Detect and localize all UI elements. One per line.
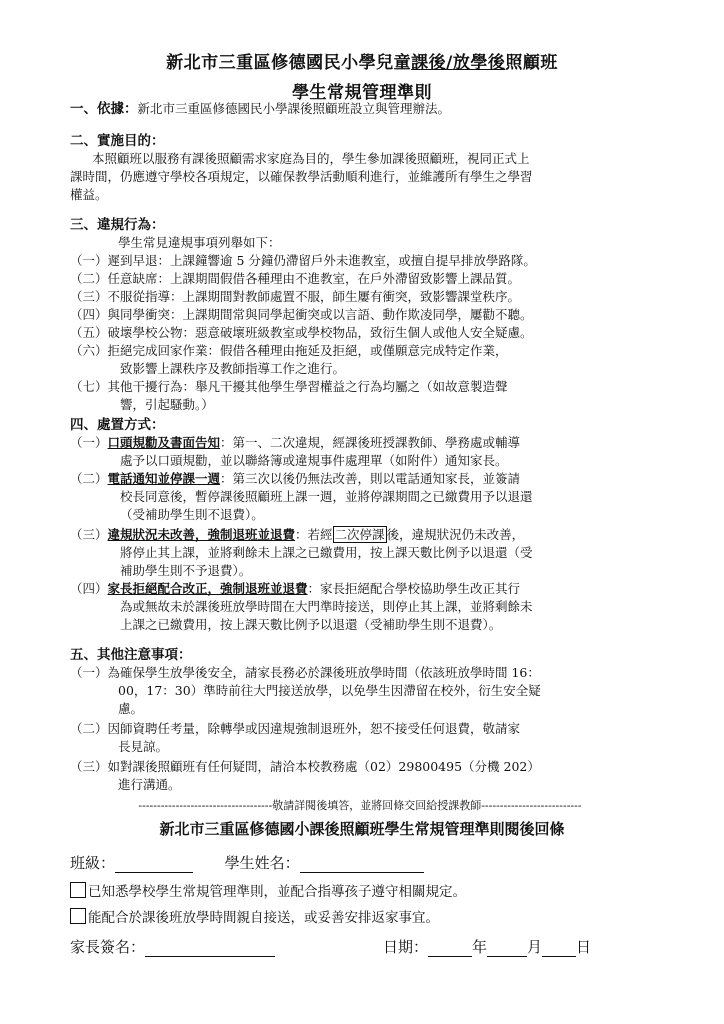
section-handling-heading: 四、處置方式： — [70, 417, 165, 433]
document-title: 新北市三重區修德國民小學兒童課後/放學後照顧班 — [166, 53, 558, 73]
cut-line: ------------------------------------敬請詳閱後填答，並將回條交回給授課教師--------------------------- — [138, 799, 582, 812]
handling-item-continued: 補助學生則不予退費）。 — [120, 563, 252, 578]
note-item-continued: 00，17：30）準時前往大門接送放學，以免學生因滯留在校外，衍生安全疑 — [118, 683, 541, 698]
handling-item-4: （四）家長拒絕配合改正，強制退班並退費：家長拒絕配合學校協助學生改正其行 — [70, 581, 521, 596]
year-field[interactable] — [428, 940, 472, 957]
handling-item-continued: 上課之已繳費用，按上課天數比例予以退還（受補助學生則不退費）。 — [120, 617, 502, 632]
title-underlined-after-dismissal: 放學後 — [452, 53, 506, 73]
signature-row: 家長簽名： — [70, 936, 275, 957]
violations-intro: 學生常見違規事項列舉如下： — [118, 235, 281, 250]
reply-slip-title: 新北市三重區修德國小課後照顧班學生常規管理準則閱後回條 — [159, 820, 565, 838]
pickup-row: 能配合於課後班放學時間親自接送，或妥善安排返家事宜。 — [70, 906, 439, 926]
parent-signature-field[interactable] — [145, 940, 275, 957]
section-violations-heading: 三、違規行為： — [70, 217, 165, 233]
handling-item-3: （三）違規狀況未改善，強制退班並退費：若經 二次停課 後，違規狀況仍未改善， — [70, 527, 525, 542]
handling-item-continued: 處予以口頭規勸，並以聯絡簿或違規事件處理單（如附件）通知家長。 — [120, 453, 508, 468]
violation-item-continued: 響，引起騷動。） — [120, 397, 214, 412]
boxed-term: 二次停課 — [334, 527, 385, 542]
title-underlined-after-school: 課後 — [411, 53, 447, 73]
violation-item: （三）不服從指導：上課期間對教師處置不服，師生屢有衝突，致影響課堂秩序。 — [70, 289, 521, 304]
note-item-continued: 慮。 — [118, 701, 144, 716]
section-purpose-heading: 二、實施目的： — [70, 133, 165, 149]
note-item: （三）如對課後照顧班有任何疑問，請洽本校教務處（02）29800495（分機 202） — [70, 759, 540, 774]
section-notes-heading: 五、其他注意事項： — [70, 647, 192, 663]
day-field[interactable] — [542, 940, 576, 957]
purpose-text-line: 課時間，仍應遵守學校各項規定，以確保教學活動順利進行，並維護所有學生之學習 — [70, 169, 533, 184]
handling-item-continued: 校長同意後，暫停課後照顧班上課一週，並將停課期間之已繳費用予以退還 — [120, 489, 533, 504]
violation-item-continued: 致影響上課秩序及教師指導工作之進行。 — [120, 361, 346, 376]
handling-item-continued: 將停止其上課，並將剩餘未上課之已繳費用，按上課天數比例予以退還（受 — [120, 545, 533, 560]
month-field[interactable] — [487, 940, 527, 957]
handling-item-2: （二）電話通知並停課一週：第三次以後仍無法改善，則以電話通知家長，並簽請 — [70, 471, 521, 486]
note-item-continued: 長見諒。 — [118, 739, 169, 754]
violation-item: （一）遲到早退：上課鐘響逾 5 分鐘仍滯留戶外未進教室，或擅自提早排放學路隊。 — [70, 253, 536, 268]
class-name-row: 班級： 學生姓名： — [70, 852, 424, 873]
violation-item: （四）與同學衝突：上課期間常與同學起衝突或以言語、動作欺凌同學，屢勸不聽。 — [70, 307, 533, 322]
document-subtitle: 學生常規管理準則 — [292, 83, 432, 103]
purpose-text-line: 權益。 — [70, 187, 108, 202]
violation-item: （六）拒絕完成回家作業：假借各種理由拖延及拒絕，或僅願意完成特定作業， — [70, 343, 508, 358]
handling-item-1: （一）口頭規勸及書面告知：第一、二次違規，經課後班授課教師、學務處或輔導 — [70, 435, 521, 450]
section-basis: 一、依據：新北市三重區修德國民小學課後照顧班設立與管理辦法。 — [70, 101, 451, 117]
handling-item-continued: （受補助學生則不退費）。 — [120, 507, 264, 522]
student-name-field[interactable] — [300, 856, 424, 873]
violation-item: （五）破壞學校公物：惡意破壞班級教室或學校物品，致衍生個人或他人安全疑慮。 — [70, 325, 533, 340]
acknowledge-row: 已知悉學校學生常規管理準則，並配合指導孩子遵守相關規定。 — [70, 880, 466, 900]
violation-item: （七）其他干擾行為：舉凡干擾其他學生學習權益之行為均屬之（如故意製造聲 — [70, 379, 508, 394]
pickup-checkbox[interactable] — [70, 908, 86, 924]
note-item: （二）因師資聘任考量，除轉學或因違規強制退班外，恕不接受任何退費，敬請家 — [70, 721, 521, 736]
note-item-continued: 進行溝通。 — [118, 777, 181, 792]
date-row: 日期： 年 月 日 — [383, 938, 592, 956]
handling-item-continued: 為或無故未於課後班放學時間在大門準時接送，則停止其上課，並將剩餘未 — [120, 599, 533, 614]
violation-item: （二）任意缺席：上課期間假借各種理由不進教室，在戶外滯留致影響上課品質。 — [70, 271, 521, 286]
class-field[interactable] — [115, 856, 193, 873]
note-item: （一）為確保學生放學後安全，請家長務必於課後班放學時間（依該班放學時間 16： — [70, 665, 540, 680]
purpose-text-line: 本照顧班以服務有課後照顧需求家庭為目的，學生參加課後照顧班，視同正式上 — [92, 151, 530, 166]
acknowledge-checkbox[interactable] — [70, 882, 86, 898]
